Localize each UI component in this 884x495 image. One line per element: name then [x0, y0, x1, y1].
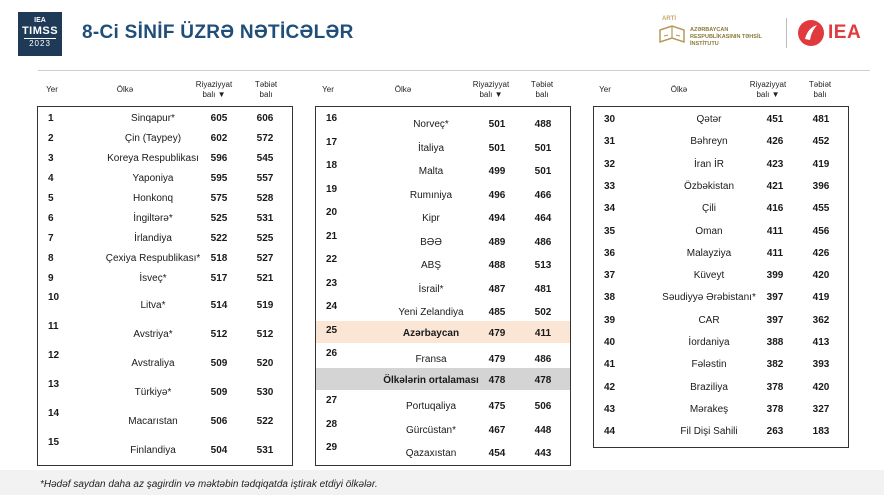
math-score: 575 [210, 193, 228, 204]
country-cell: Oman [695, 225, 723, 237]
country-cell: Sinqapur* [131, 113, 175, 124]
rank-cell: 44 [604, 426, 616, 438]
rank-cell: 42 [604, 381, 616, 393]
rank-cell: 21 [326, 230, 338, 242]
country-cell: Ölkələrin ortalaması [383, 374, 479, 386]
table-row [594, 222, 848, 244]
rank-cell: 18 [326, 160, 338, 171]
science-score: 520 [256, 358, 274, 369]
rank-cell: 25 [326, 324, 338, 336]
science-score: 545 [256, 153, 274, 164]
rank-cell: 5 [48, 193, 54, 204]
col-math-2-line1: Riyaziyyat [472, 80, 510, 89]
table-row [594, 355, 848, 377]
math-score: 489 [488, 236, 506, 248]
math-score: 605 [210, 113, 228, 124]
col-math-1-line2: balı ▼ [202, 90, 226, 99]
science-score: 455 [812, 203, 830, 215]
table-row [594, 378, 848, 400]
country-cell: Avstriya* [133, 329, 173, 340]
rank-cell: 17 [326, 136, 338, 148]
math-score: 494 [488, 213, 506, 224]
timss-logo [18, 12, 62, 56]
country-cell: İsrail* [418, 283, 444, 295]
country-cell: Çin (Taypey) [124, 133, 182, 144]
rank-cell: 36 [604, 247, 616, 259]
math-score: 512 [210, 329, 228, 340]
math-score: 399 [766, 270, 784, 282]
science-score: 478 [534, 374, 552, 386]
science-score: 502 [534, 307, 552, 318]
iea-logo-icon [797, 19, 825, 47]
table-row [316, 227, 570, 250]
table-row [38, 169, 292, 189]
table-row [38, 109, 292, 129]
country-cell: Norveç* [413, 119, 449, 130]
table-row [38, 129, 292, 149]
country-cell: Küveyt [693, 270, 725, 282]
science-score: 466 [534, 189, 552, 201]
country-cell: Malayziya [686, 247, 732, 259]
science-score: 519 [256, 300, 274, 311]
table-row [594, 199, 848, 221]
table-row [316, 109, 570, 132]
math-score: 411 [766, 247, 784, 259]
table-row [594, 288, 848, 310]
table-row [38, 269, 292, 289]
rank-cell: 14 [48, 408, 60, 419]
rank-cell: 2 [48, 133, 54, 144]
table-row [594, 244, 848, 266]
table-row [38, 347, 292, 376]
math-score: 454 [488, 448, 506, 459]
science-score: 501 [534, 166, 552, 177]
country-cell: Kipr [422, 213, 440, 224]
math-score: 416 [766, 203, 784, 215]
col-sci-2 [522, 80, 562, 100]
timss-logo-org: IEA [34, 17, 46, 24]
table-row [38, 289, 292, 318]
science-score: 481 [534, 283, 552, 295]
country-cell: Finlandiya [130, 445, 176, 456]
header-divider [786, 18, 787, 48]
rank-cell: 24 [326, 301, 338, 312]
rank-cell: 11 [48, 321, 59, 332]
science-score: 531 [256, 445, 274, 456]
math-score: 496 [488, 189, 506, 201]
rank-cell: 28 [326, 418, 338, 430]
science-score: 506 [534, 401, 552, 412]
math-score: 488 [488, 260, 506, 271]
science-score: 464 [534, 213, 552, 224]
math-score: 509 [210, 358, 228, 369]
math-score: 517 [210, 273, 228, 284]
country-cell: Özbəkistan [683, 180, 735, 192]
math-score: 378 [766, 381, 784, 393]
country-cell: Yeni Zelandiya [398, 307, 464, 318]
rank-cell: 19 [326, 183, 338, 195]
science-score: 456 [812, 225, 830, 237]
math-score: 423 [766, 158, 784, 170]
table-row [316, 415, 570, 438]
math-score: 397 [766, 314, 784, 326]
science-score: 512 [256, 329, 274, 340]
col-math-3-line1: Riyaziyyat [749, 80, 787, 89]
country-cell: Qazaxıstan [405, 448, 457, 459]
rank-cell: 26 [326, 348, 338, 359]
table-row [38, 189, 292, 209]
rank-cell: 29 [326, 442, 338, 453]
arti-name: AZƏRBAYCAN RESPUBLİKASININ TƏHSİL İNSTİTUTU [690, 27, 762, 47]
math-score: 263 [766, 426, 784, 438]
science-score: 420 [812, 381, 830, 393]
col-math-2-line2: balı ▼ [479, 90, 503, 99]
science-score: 396 [812, 180, 830, 192]
math-score: 378 [766, 403, 784, 415]
science-score: 183 [812, 426, 830, 438]
table-row [594, 110, 848, 132]
page-title: 8-Ci SİNİF ÜZRƏ NƏTİCƏLƏR [82, 22, 354, 43]
science-score: 448 [534, 424, 552, 436]
rank-cell: 20 [326, 207, 338, 218]
rank-cell: 16 [326, 113, 338, 124]
science-score: 426 [812, 247, 830, 259]
table-row [316, 297, 570, 320]
table-row [594, 155, 848, 177]
science-score: 393 [812, 359, 830, 371]
science-score: 486 [534, 354, 552, 365]
rank-cell: 10 [48, 292, 60, 303]
table-row [594, 422, 848, 444]
science-score: 606 [256, 113, 274, 124]
country-cell: Yaponiya [132, 173, 174, 184]
col-country-3: Ölkə [670, 85, 688, 94]
math-score: 421 [766, 180, 784, 192]
science-score: 419 [812, 158, 830, 170]
math-score: 522 [210, 233, 228, 244]
timss-logo-year: 2023 [24, 38, 56, 48]
country-cell: İrlandiya [134, 233, 172, 244]
science-score: 521 [256, 273, 274, 284]
rank-cell: 22 [326, 254, 338, 265]
country-cell: BƏƏ [420, 236, 442, 248]
science-score: 411 [534, 327, 552, 339]
country-cell: Fil Dişi Sahili [680, 426, 738, 438]
table-row [38, 229, 292, 249]
science-score: 527 [256, 253, 274, 264]
science-score: 488 [534, 119, 552, 130]
table-row [316, 203, 570, 226]
country-cell: İordaniya [688, 337, 730, 348]
rank-cell: 38 [604, 292, 616, 304]
table-row [594, 311, 848, 333]
table-row [38, 149, 292, 169]
iea-logo-text: IEA [828, 22, 862, 43]
math-score: 451 [766, 114, 784, 125]
ranking-table-3 [593, 106, 849, 448]
col-sci-3-line2: balı [813, 90, 827, 99]
ranking-table-2 [315, 106, 571, 466]
rank-cell: 8 [48, 253, 54, 264]
rank-cell: 4 [48, 173, 54, 184]
science-score: 525 [256, 233, 274, 244]
table-row [316, 133, 570, 156]
country-cell: Avstraliya [131, 358, 175, 369]
science-score: 452 [812, 136, 830, 148]
rank-cell: 7 [48, 233, 54, 244]
col-sci-1-line2: balı [259, 90, 273, 99]
math-score: 479 [488, 354, 506, 365]
country-cell: Honkonq [132, 193, 174, 204]
country-cell: Mərakeş [689, 403, 729, 415]
country-cell: İngiltərə* [133, 213, 173, 224]
math-score: 388 [766, 337, 784, 348]
table-row [316, 438, 570, 461]
science-score: 362 [812, 314, 830, 326]
table-row [594, 132, 848, 154]
rank-cell: 34 [604, 203, 616, 215]
table-row [38, 249, 292, 269]
timss-logo-name: TIMSS [21, 25, 59, 37]
table-row [594, 266, 848, 288]
footnote: *Hədəf saydan daha az şagirdin və məktəbin tədqiqatda iştirak etdiyi ölkələr. [40, 479, 378, 490]
math-score: 501 [488, 142, 506, 154]
science-score: 413 [812, 337, 830, 348]
country-cell: Türkiyə* [134, 387, 172, 398]
col-country-1: Ölkə [116, 85, 134, 94]
table-row [316, 321, 570, 344]
rank-cell: 41 [604, 359, 616, 371]
header-rule [38, 70, 870, 71]
country-cell: Gürcüstan* [405, 424, 457, 436]
science-score: 513 [534, 260, 552, 271]
table-row [316, 180, 570, 203]
country-cell: İsveç* [139, 273, 167, 284]
math-score: 397 [766, 292, 784, 304]
rank-cell: 30 [604, 114, 616, 125]
country-cell: Fələstin [691, 359, 727, 371]
math-score: 479 [488, 327, 506, 339]
math-score: 487 [488, 283, 506, 295]
col-math-3 [740, 80, 796, 100]
country-cell: Litva* [140, 300, 166, 311]
math-score: 509 [210, 387, 228, 398]
math-score: 499 [488, 166, 506, 177]
country-cell: İtaliya [417, 142, 445, 154]
rank-cell: 40 [604, 337, 616, 348]
math-score: 518 [210, 253, 228, 264]
col-sci-2-line1: Təbiət [530, 80, 554, 89]
country-cell: Azərbaycan [402, 327, 460, 339]
rank-cell: 12 [48, 350, 60, 361]
country-cell: Koreya Respublikası [107, 153, 199, 164]
math-score: 602 [210, 133, 228, 144]
col-math-2 [463, 80, 519, 100]
col-rank-3: Yer [599, 85, 611, 94]
rank-cell: 6 [48, 213, 54, 224]
rank-cell: 33 [604, 180, 616, 192]
country-cell: CAR [698, 314, 720, 326]
col-sci-3-line1: Təbiət [808, 80, 832, 89]
col-sci-1 [246, 80, 286, 100]
science-score: 443 [534, 448, 552, 459]
col-sci-3 [800, 80, 840, 100]
country-cell: Səudiyyə Ərəbistanı* [662, 292, 756, 304]
rank-cell: 3 [48, 153, 54, 164]
math-score: 475 [488, 401, 506, 412]
math-score: 467 [488, 424, 506, 436]
rank-cell: 27 [326, 395, 338, 406]
science-score: 557 [256, 173, 274, 184]
math-score: 595 [210, 173, 228, 184]
col-sci-2-line2: balı [535, 90, 549, 99]
country-cell: Macarıstan [128, 416, 178, 427]
col-rank-2: Yer [322, 85, 334, 94]
country-cell: Bəhreyn [690, 136, 728, 148]
science-score: 420 [812, 270, 830, 282]
table-row [316, 344, 570, 367]
math-score: 525 [210, 213, 228, 224]
col-sci-1-line1: Təbiət [254, 80, 278, 89]
col-math-1 [186, 80, 242, 100]
table-row [594, 333, 848, 355]
rank-cell: 9 [48, 273, 54, 284]
table-row [316, 368, 570, 391]
rank-cell: 32 [604, 158, 616, 170]
math-score: 485 [488, 307, 506, 318]
country-cell: Çexiya Respublikası* [105, 253, 201, 264]
math-score: 426 [766, 136, 784, 148]
country-cell: Malta [418, 166, 444, 177]
math-score: 506 [210, 416, 228, 427]
math-score: 514 [210, 300, 228, 311]
math-score: 501 [488, 119, 506, 130]
table-row [316, 250, 570, 273]
rank-cell: 1 [48, 113, 54, 124]
math-score: 478 [488, 374, 506, 386]
rank-cell: 37 [604, 270, 616, 282]
country-cell: Çili [702, 203, 716, 215]
table-row [38, 405, 292, 434]
table-row [38, 318, 292, 347]
rank-cell: 15 [48, 437, 60, 448]
col-rank-1: Yer [46, 85, 58, 94]
country-cell: Braziliya [690, 381, 728, 393]
rank-cell: 23 [326, 277, 338, 289]
rank-cell: 35 [604, 225, 616, 237]
rank-cell: 13 [48, 379, 60, 390]
science-score: 481 [812, 114, 830, 125]
rank-cell: 39 [604, 314, 616, 326]
rank-cell: 31 [604, 136, 616, 148]
science-score: 530 [256, 387, 274, 398]
math-score: 504 [210, 445, 228, 456]
science-score: 528 [256, 193, 274, 204]
arti-book-icon [658, 22, 686, 46]
country-cell: Portuqaliya [405, 401, 457, 412]
science-score: 522 [256, 416, 274, 427]
science-score: 486 [534, 236, 552, 248]
ranking-table-1 [37, 106, 293, 466]
arti-acronym: ARTİ [662, 16, 676, 22]
country-cell: Rumıniya [409, 189, 453, 201]
table-row [316, 274, 570, 297]
math-score: 382 [766, 359, 784, 371]
col-math-3-line2: balı ▼ [756, 90, 780, 99]
math-score: 411 [766, 225, 784, 237]
table-row [38, 376, 292, 405]
table-row [594, 177, 848, 199]
math-score: 596 [210, 153, 228, 164]
science-score: 531 [256, 213, 274, 224]
country-cell: Qətər [696, 114, 722, 125]
science-score: 327 [812, 403, 830, 415]
table-row [316, 391, 570, 414]
science-score: 572 [256, 133, 274, 144]
science-score: 419 [812, 292, 830, 304]
table-row [38, 209, 292, 229]
country-cell: Fransa [415, 354, 447, 365]
table-row [316, 156, 570, 179]
col-math-1-line1: Riyaziyyat [195, 80, 233, 89]
table-row [38, 434, 292, 463]
country-cell: İran İR [693, 158, 724, 170]
science-score: 501 [534, 142, 552, 154]
col-country-2: Ölkə [394, 85, 412, 94]
country-cell: ABŞ [420, 260, 441, 271]
rank-cell: 43 [604, 403, 616, 415]
table-row [594, 400, 848, 422]
